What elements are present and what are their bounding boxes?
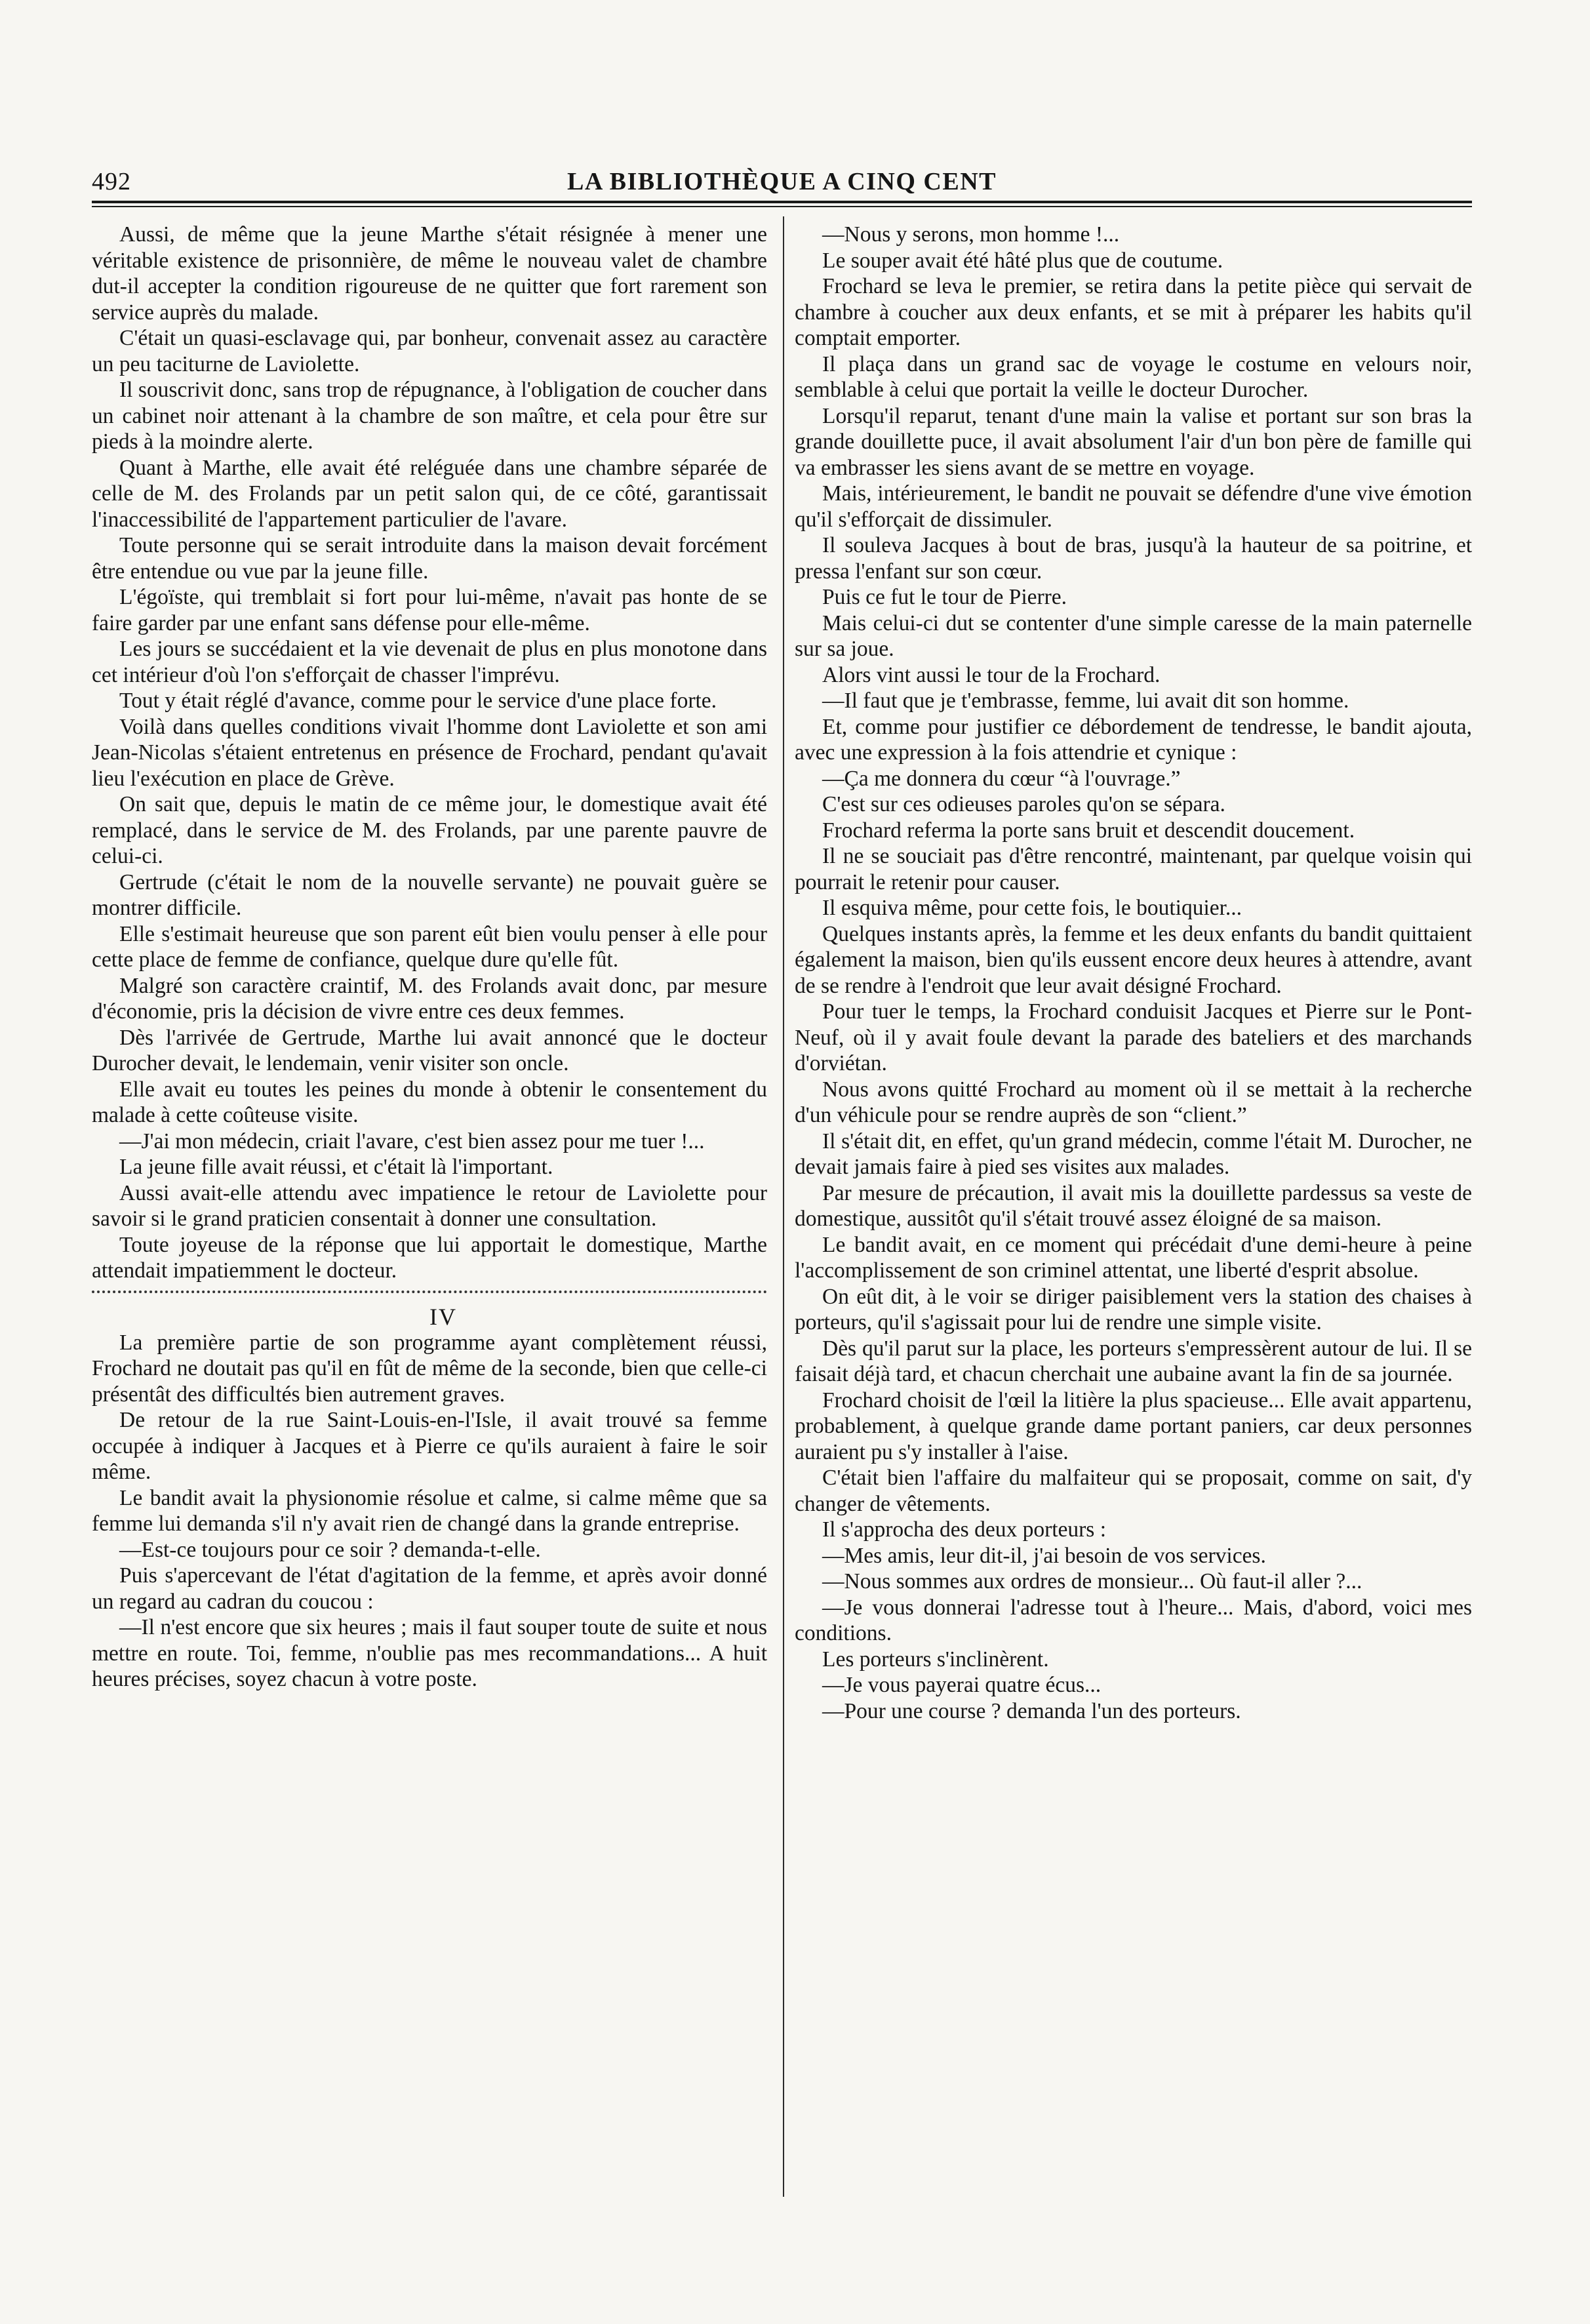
paragraph: —Pour une course ? demanda l'un des porteurs. xyxy=(822,1698,1241,1723)
paragraph: Et, comme pour justifier ce débordement de tendresse, le bandit ajouta, avec une expression à la fois attendrie et cynique : xyxy=(795,714,1472,765)
paragraph: Il souscrivit donc, sans trop de répugnance, à l'obligation de coucher dans un cabinet noir attenant à la chambre de son maître, et cela pour être sur pieds à la moindre alerte. xyxy=(92,378,767,454)
paragraph: Tout y était réglé d'avance, comme pour le service d'une place forte. xyxy=(119,689,717,713)
paragraph: Il souleva Jacques à bout de bras, jusqu'à la hauteur de sa poitrine, et pressa l'enfant sur son cœur. xyxy=(795,533,1472,584)
paragraph: Puis s'apercevant de l'état d'agitation de la femme, et après avoir donné un regard au cadran du coucou : xyxy=(92,1563,767,1614)
paragraph: Il plaça dans un grand sac de voyage le costume en velours noir, semblable à celui que portait la veille le docteur Durocher. xyxy=(795,351,1472,402)
left-column xyxy=(92,222,767,1693)
paragraph: C'était un quasi-esclavage qui, par bonheur, convenait assez au caractère un peu taciturne de Laviolette. xyxy=(92,326,767,376)
paragraph: Il s'était dit, en effet, qu'un grand médecin, comme l'était M. Durocher, ne devait jamais faire à pied ses visites aux malades. xyxy=(795,1129,1472,1179)
running-title: LA BIBLIOTHÈQUE A CINQ CENT xyxy=(566,168,997,195)
paragraph: La jeune fille avait réussi, et c'était là l'important. xyxy=(119,1155,553,1179)
dotted-separator xyxy=(92,1291,767,1293)
paragraph: Il s'approcha des deux porteurs : xyxy=(822,1517,1107,1542)
paragraph: Les porteurs s'inclinèrent. xyxy=(822,1647,1049,1672)
paragraph: Quant à Marthe, elle avait été reléguée dans une chambre séparée de celle de M. des Frolands par un petit salon qui, de ce côté, garantissait l'inaccessibilité de l'appartement particulier de l'avare. xyxy=(92,455,767,532)
header-rule-thick xyxy=(92,201,1472,203)
paragraph: —Je vous donnerai l'adresse tout à l'heure... Mais, d'abord, voici mes conditions. xyxy=(795,1595,1472,1645)
paragraph: —Nous y serons, mon homme !... xyxy=(822,222,1120,247)
column-divider xyxy=(783,216,784,2197)
paragraph: Dès l'arrivée de Gertrude, Marthe lui avait annoncé que le docteur Durocher devait, le lendemain, venir visiter son oncle. xyxy=(92,1025,767,1075)
right-column xyxy=(795,222,1472,1724)
paragraph: C'est sur ces odieuses paroles qu'on se sépara. xyxy=(822,792,1225,816)
header-rule-thin xyxy=(92,206,1472,207)
paragraph: Alors vint aussi le tour de la Frochard. xyxy=(822,662,1161,687)
paragraph: —Il faut que je t'embrasse, femme, lui avait dit son homme. xyxy=(822,689,1349,713)
paragraph: Nous avons quitté Frochard au moment où il se mettait à la recherche d'un véhicule pour se rendre auprès de son “client.” xyxy=(795,1077,1472,1127)
paragraph: Le souper avait été hâté plus que de coutume. xyxy=(822,248,1223,273)
paragraph: Les jours se succédaient et la vie devenait de plus en plus monotone dans cet intérieur d'où l'on s'efforçait de chasser l'imprévu. xyxy=(92,637,767,687)
paragraph: Gertrude (c'était le nom de la nouvelle servante) ne pouvait guère se montrer difficile. xyxy=(92,870,767,920)
paragraph: Toute personne qui se serait introduite dans la maison devait forcément être entendue ou vue par la jeune fille. xyxy=(92,533,767,584)
paragraph: Toute joyeuse de la réponse que lui apportait le domestique, Marthe attendait impatiemment le docteur. xyxy=(92,1232,767,1283)
paragraph: Dès qu'il parut sur la place, les porteurs s'empressèrent autour de lui. Il se faisait déjà tard, et chacun cherchait une aubaine avant la fin de sa journée. xyxy=(795,1336,1472,1386)
paragraph: Elle avait eu toutes les peines du monde à obtenir le consentement du malade à cette coûteuse visite. xyxy=(92,1077,767,1127)
paragraph: C'était bien l'affaire du malfaiteur qui se proposait, comme on sait, d'y changer de vêtements. xyxy=(795,1466,1472,1516)
paragraph: —Nous sommes aux ordres de monsieur... Où faut-il aller ?... xyxy=(822,1569,1362,1593)
paragraph: Frochard referma la porte sans bruit et descendit doucement. xyxy=(822,818,1355,843)
paragraph: —Ça me donnera du cœur “à l'ouvrage.” xyxy=(822,766,1181,791)
page-header xyxy=(92,167,1472,200)
paragraph: —Il n'est encore que six heures ; mais il faut souper toute de suite et nous mettre en route. Toi, femme, n'oublie pas mes recommandations... A huit heures précises, soyez chacun à votre poste. xyxy=(92,1615,767,1691)
paragraph: On sait que, depuis le matin de ce même jour, le domestique avait été remplacé, dans le service de M. des Frolands, par une parente pauvre de celui-ci. xyxy=(92,792,767,868)
paragraph: Le bandit avait la physionomie résolue et calme, si calme même que sa femme lui demanda s'il n'y avait rien de changé dans la grande entreprise. xyxy=(92,1485,767,1536)
paragraph: Elle s'estimait heureuse que son parent eût bien voulu penser à elle pour cette place de femme de confiance, quelque dure qu'elle fût. xyxy=(92,921,767,972)
paragraph: Il ne se souciait pas d'être rencontré, maintenant, par quelque voisin qui pourrait le retenir pour causer. xyxy=(795,844,1472,894)
paragraph: Quelques instants après, la femme et les deux enfants du bandit quittaient également la maison, bien qu'ils eussent encore deux heures à attendre, avant de se rendre à l'endroit que leur avait désigné Frochard. xyxy=(795,921,1472,998)
paragraph: Aussi avait-elle attendu avec impatience le retour de Laviolette pour savoir si le grand praticien consentait à donner une consultation. xyxy=(92,1180,767,1231)
paragraph: —Est-ce toujours pour ce soir ? demanda-t-elle. xyxy=(119,1537,541,1562)
page-number: 492 xyxy=(92,168,131,195)
section-title: IV xyxy=(429,1303,457,1330)
paragraph: Puis ce fut le tour de Pierre. xyxy=(822,585,1067,609)
paragraph: Voilà dans quelles conditions vivait l'homme dont Laviolette et son ami Jean-Nicolas s'étaient entretenus en présence de Frochard, pendant qu'avait lieu l'exécution en place de Grève. xyxy=(92,714,767,791)
paragraph: Il esquiva même, pour cette fois, le boutiquier... xyxy=(822,896,1242,920)
paragraph: L'égoïste, qui tremblait si fort pour lui-même, n'avait pas honte de se faire garder par une enfant sans défense pour elle-même. xyxy=(92,585,767,635)
paragraph: Pour tuer le temps, la Frochard conduisit Jacques et Pierre sur le Pont-Neuf, où il y avait foule devant la parade des bateliers et des marchands d'orviétan. xyxy=(795,999,1472,1075)
paragraph: Par mesure de précaution, il avait mis la douillette pardessus sa veste de domestique, aussitôt qu'il s'était trouvé assez éloigné de sa maison. xyxy=(795,1180,1472,1231)
paragraph: Le bandit avait, en ce moment qui précédait d'une demi-heure à peine l'accomplissement de son criminel attentat, une liberté d'esprit absolue. xyxy=(795,1232,1472,1283)
paragraph: Frochard se leva le premier, se retira dans la petite pièce qui servait de chambre à coucher aux deux enfants, et se mit à préparer les habits qu'il comptait emporter. xyxy=(795,274,1472,350)
paragraph: Lorsqu'il reparut, tenant d'une main la valise et portant sur son bras la grande douillette puce, il avait absolument l'air d'un bon père de famille qui va embrasser les siens avant de se mettre en voyage. xyxy=(795,403,1472,480)
paragraph: Malgré son caractère craintif, M. des Frolands avait donc, par mesure d'économie, pris la décision de vivre entre ces deux femmes. xyxy=(92,973,767,1024)
paragraph: Mais celui-ci dut se contenter d'une simple caresse de la main paternelle sur sa joue. xyxy=(795,611,1472,661)
paragraph: —Mes amis, leur dit-il, j'ai besoin de vos services. xyxy=(822,1543,1266,1568)
paragraph: On eût dit, à le voir se diriger paisiblement vers la station des chaises à porteurs, qu'il s'agissait pour lui de rendre une simple visite. xyxy=(795,1284,1472,1334)
paragraph: Mais, intérieurement, le bandit ne pouvait se défendre d'une vive émotion qu'il s'efforçait de dissimuler. xyxy=(795,481,1472,532)
paragraph: Aussi, de même que la jeune Marthe s'était résignée à mener une véritable existence de prisonnière, de même le nouveau valet de chambre dut-il accepter la condition rigoureuse de ne quitter que fort rarement son service auprès du malade. xyxy=(92,222,767,325)
paragraph: Frochard choisit de l'œil la litière la plus spacieuse... Elle avait appartenu, probablement, à quelque grande dame portant paniers, car deux personnes auraient pu s'y installer à l'aise. xyxy=(795,1388,1472,1464)
paragraph: —J'ai mon médecin, criait l'avare, c'est bien assez pour me tuer !... xyxy=(119,1129,705,1153)
paragraph: La première partie de son programme ayant complètement réussi, Frochard ne doutait pas qu'il en fût de même de la seconde, bien que celle-ci présentât des difficultés bien autrement graves. xyxy=(92,1330,767,1407)
paragraph: —Je vous payerai quatre écus... xyxy=(822,1673,1102,1697)
paragraph: De retour de la rue Saint-Louis-en-l'Isle, il avait trouvé sa femme occupée à indiquer à Jacques et à Pierre ce qu'ils auraient à faire le soir même. xyxy=(92,1408,767,1484)
